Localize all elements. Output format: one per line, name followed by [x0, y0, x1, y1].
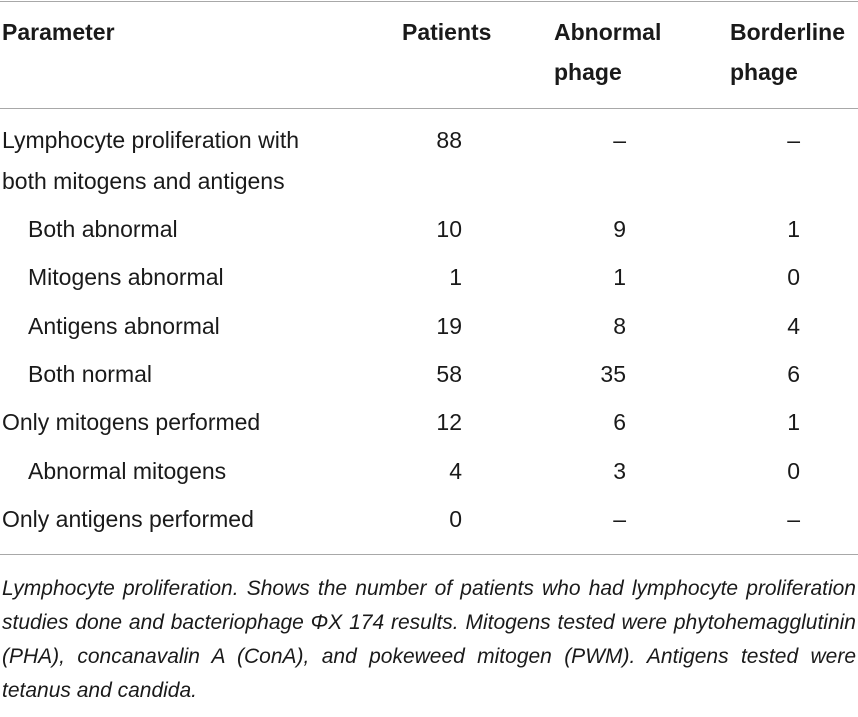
header-parameter: Parameter: [2, 19, 115, 45]
row-abnormal-phage: 8: [613, 313, 626, 339]
row-abnormal-phage: –: [613, 506, 626, 532]
row-borderline-phage: 1: [787, 216, 800, 242]
header-abnormal-line1: Abnormal: [554, 19, 662, 45]
row-label: Both abnormal: [28, 216, 178, 242]
header-abnormal-line2: phage: [554, 59, 622, 85]
header-borderline-line1: Borderline: [730, 19, 846, 45]
table-top-rule: [0, 1, 858, 2]
table-header-rule: [0, 108, 858, 109]
row-abnormal-phage: 1: [613, 264, 626, 290]
row-label-line2: both mitogens and antigens: [2, 168, 285, 194]
row-borderline-phage: –: [787, 127, 800, 153]
table-bottom-rule: [0, 554, 858, 555]
row-patients: 4: [449, 458, 462, 484]
row-patients: 0: [449, 506, 462, 532]
row-patients: 88: [436, 127, 462, 153]
row-label: Abnormal mitogens: [28, 458, 227, 484]
row-abnormal-phage: 35: [600, 361, 626, 387]
header-borderline-line2: phage: [730, 59, 798, 85]
row-abnormal-phage: –: [613, 127, 626, 153]
row-patients: 19: [436, 313, 462, 339]
header-borderline-phage: [730, 12, 845, 92]
row-patients: 1: [449, 264, 462, 290]
row-borderline-phage: 0: [787, 264, 800, 290]
header-abnormal-phage: [554, 12, 661, 92]
row-label: Only antigens performed: [2, 506, 254, 532]
table-caption: Lymphocyte proliferation. Shows the number of patients who had lymphocyte proliferation studies done and bacteriophage ΦX 174 results. Mitogens tested were phytohemagglutinin (PHA), concanavalin A (ConA), and pokeweed mitogen (PWM). Antigens tested were tetanus and candida.: [2, 577, 856, 702]
row-patients: 10: [436, 216, 462, 242]
row-borderline-phage: –: [787, 506, 800, 532]
row-borderline-phage: 0: [787, 458, 800, 484]
row-patients: 12: [436, 409, 462, 435]
row-abnormal-phage: 6: [613, 409, 626, 435]
row-label: Mitogens abnormal: [28, 264, 224, 290]
row-label: Antigens abnormal: [28, 313, 220, 339]
row-label: Both normal: [28, 361, 153, 387]
row-patients: 58: [436, 361, 462, 387]
row-abnormal-phage: 3: [613, 458, 626, 484]
row-borderline-phage: 6: [787, 361, 800, 387]
row-abnormal-phage: 9: [613, 216, 626, 242]
row-label-line1: Lymphocyte proliferation with: [2, 127, 300, 153]
row-borderline-phage: 4: [787, 313, 800, 339]
header-patients: Patients: [402, 19, 492, 45]
row-borderline-phage: 1: [787, 409, 800, 435]
row-label: Only mitogens performed: [2, 409, 261, 435]
